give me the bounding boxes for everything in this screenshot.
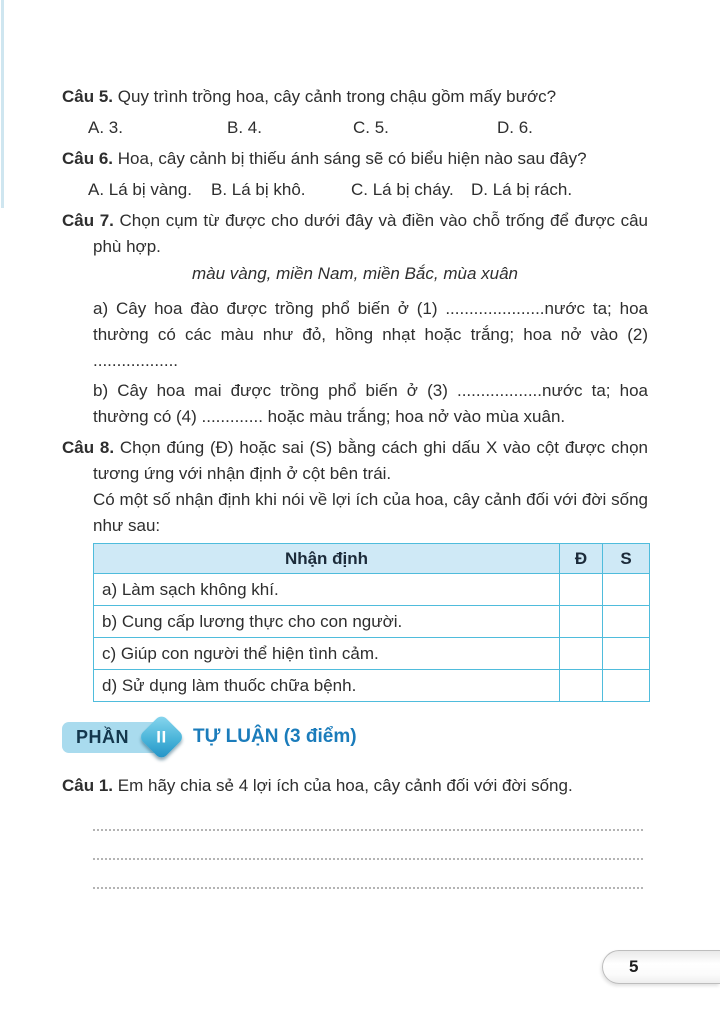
page-number: 5 [629,957,639,976]
answer-cell-true[interactable] [560,670,603,702]
essay-question-1-prompt: Em hãy chia sẻ 4 lợi ích của hoa, cây cảnh đối với đời sống. [117,776,573,795]
part-number: II [156,727,167,747]
answer-dotted-line[interactable] [93,860,643,889]
answer-cell-true[interactable] [560,574,603,606]
question-5-label: Câu 5. [62,87,114,106]
option-a: A. 3. [88,118,123,137]
question-7-prompt: Chọn cụm từ được cho dưới đây và điền vào chỗ trống để được câu phù hợp. [93,211,648,256]
answer-cell-false[interactable] [603,638,650,670]
question-6 [62,146,648,203]
table-row [94,638,650,670]
option-c: C. Lá bị cháy. [351,180,454,199]
answer-cell-false[interactable] [603,606,650,638]
statement-cell: a) Làm sạch không khí. [94,574,560,606]
table-header-false: S [603,544,650,574]
question-5-prompt: Quy trình trồng hoa, cây cảnh trong chậu gồm mấy bước? [117,87,557,106]
essay-question-1 [62,773,648,889]
section-2-title: TỰ LUẬN (3 điểm) [193,726,357,747]
question-8-text [62,435,648,487]
question-6-text [62,146,648,172]
essay-question-1-text [62,773,648,799]
part-number-diamond-icon [138,714,185,761]
question-7-item-b: b) Cây hoa mai được trồng phổ biến ở (3) ..................nước ta; hoa thường có (4) ............. hoặc màu trắng; hoa nở vào mùa xuân. [93,381,648,426]
table-row [94,574,650,606]
table-row [94,606,650,638]
table-header-true: Đ [560,544,603,574]
option-b: B. 4. [227,118,262,137]
question-8 [62,435,648,702]
question-7-word-bank: màu vàng, miền Nam, miền Bắc, mùa xuân [192,264,518,283]
answer-dotted-line[interactable] [93,831,643,860]
table-header-row [94,544,650,574]
question-5-options [62,115,648,141]
statement-cell: d) Sử dụng làm thuốc chữa bệnh. [94,670,560,702]
question-6-prompt: Hoa, cây cảnh bị thiếu ánh sáng sẽ có biểu hiện nào sau đây? [117,149,587,168]
part-badge-label: PHẦN [76,726,130,747]
statement-cell: b) Cung cấp lương thực cho con người. [94,606,560,638]
part-badge [62,722,167,753]
section-2-header [62,716,648,758]
answer-dotted-line[interactable] [93,802,643,831]
option-d: D. Lá bị rách. [471,180,573,199]
table-header-statement: Nhận định [94,544,560,574]
true-false-table [93,543,650,702]
essay-answer-area [93,802,643,889]
answer-cell-false[interactable] [603,574,650,606]
question-6-options [62,177,648,203]
answer-cell-true[interactable] [560,638,603,670]
page-number-tab [602,950,720,984]
option-c: C. 5. [353,118,389,137]
answer-cell-true[interactable] [560,606,603,638]
question-7 [62,208,648,430]
option-d: D. 6. [497,118,533,137]
option-a: A. Lá bị vàng. [88,180,192,199]
question-8-intro: Có một số nhận định khi nói về lợi ích của hoa, cây cảnh đối với đời sống như sau: [93,490,648,535]
answer-cell-false[interactable] [603,670,650,702]
option-b: B. Lá bị khô. [211,180,306,199]
question-5-text [62,84,648,110]
essay-question-1-label: Câu 1. [62,776,114,795]
question-8-label: Câu 8. [62,438,115,457]
table-row [94,670,650,702]
question-7-item-a: a) Cây hoa đào được trồng phổ biến ở (1) .....................nước ta; hoa thường có các màu như đỏ, hồng nhạt hoặc trắng; hoa nở vào (2) .................. [93,299,648,370]
question-8-prompt: Chọn đúng (Đ) hoặc sai (S) bằng cách ghi dấu X vào cột được chọn tương ứng với nhận định ở cột bên trái. [93,438,648,483]
question-7-label: Câu 7. [62,211,114,230]
question-6-label: Câu 6. [62,149,114,168]
question-7-text [62,208,648,260]
question-5 [62,84,648,141]
statement-cell: c) Giúp con người thể hiện tình cảm. [94,638,560,670]
